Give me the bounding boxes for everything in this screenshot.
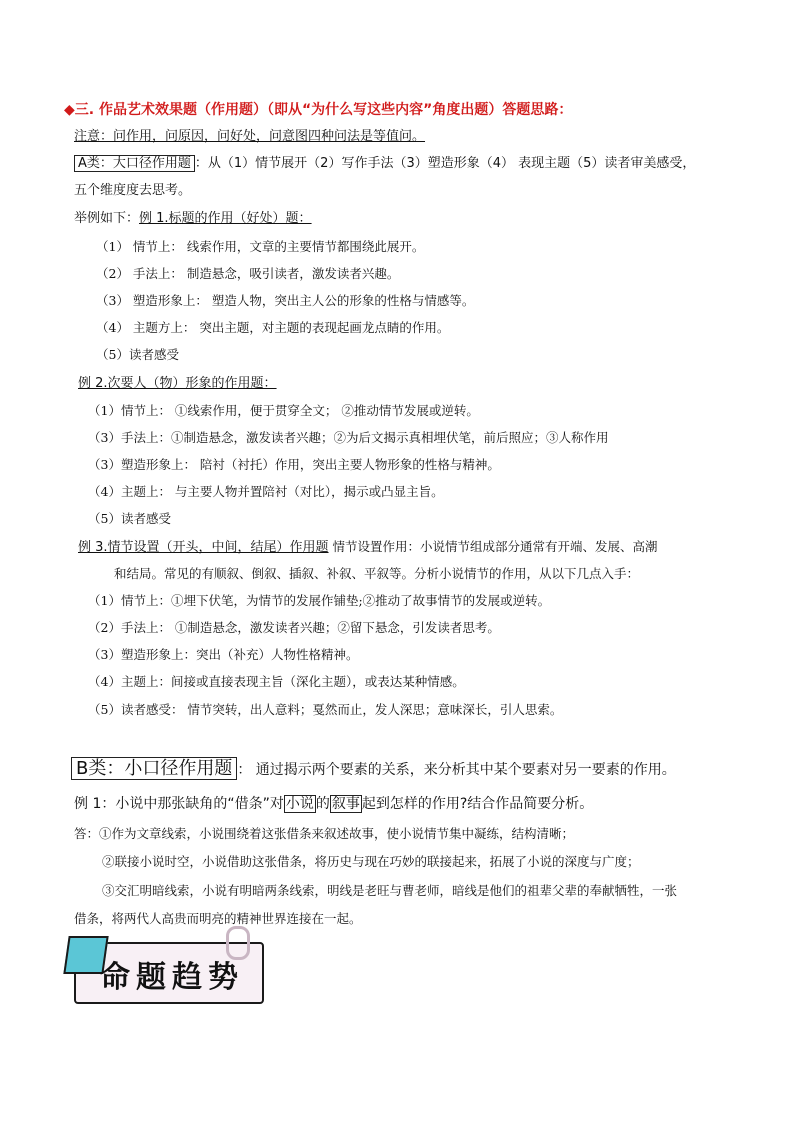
ex3-item: （2）手法上： ①制造悬念，激发读者兴趣；②留下悬念，引发读者思考。	[88, 620, 500, 635]
trend-banner	[74, 942, 264, 1004]
ex1-item: （4） 主题方上： 突出主题，对主题的表现起画龙点睛的作用。	[96, 320, 450, 335]
ex3-item: （5）读者感受： 情节突转，出人意料；戛然而止，发人深思；意味深长，引人思索。	[88, 702, 563, 717]
ex2-item: （3）塑造形象上： 陪衬（衬托）作用，突出主要人物形象的性格与精神。	[88, 457, 500, 472]
b-answer: ②联接小说时空，小说借助这张借条，将历史与现在巧妙的联接起来，拓展了小说的深度与广度；	[102, 854, 640, 869]
a-class-line	[74, 155, 695, 173]
b-question-pre: 例 1：小说中那张缺角的“借条”对	[74, 796, 284, 812]
ex1-item: （5）读者感受	[96, 347, 179, 362]
b-answer: 借条，将两代人高贵而明亮的精神世界连接在一起。	[74, 911, 362, 926]
b-class-line	[71, 757, 676, 782]
a-class-label: A类：大口径作用题	[74, 155, 195, 172]
section-title: ◆三. 作品艺术效果题（作用题）（即从“为什么写这些内容”角度出题）答题思路：	[64, 102, 573, 118]
banner-title: 命题趋势	[100, 960, 244, 995]
ex1-item: （2） 手法上： 制造悬念，吸引读者，激发读者兴趣。	[96, 266, 400, 281]
ex3-title-line	[78, 538, 658, 557]
a-class-text-cont: 五个维度度去思考。	[74, 183, 192, 198]
ex2-item: （3）手法上：①制造悬念，激发读者兴趣；②为后文揭示真相埋伏笔，前后照应；③人称作用	[88, 430, 609, 445]
ex2-title: 例 2.次要人（物）形象的作用题：	[78, 376, 277, 391]
b-question-mid: 的	[315, 796, 330, 812]
ex3-item: （3）塑造形象上：突出（补充）人物性格精神。	[88, 647, 359, 662]
b-class-label: B类：小口径作用题	[71, 757, 237, 780]
ex1-item: （1） 情节上： 线索作用，文章的主要情节都围绕此展开。	[96, 239, 425, 254]
b-question-line	[74, 795, 593, 813]
example-intro: 举例如下：	[74, 211, 140, 226]
ex3-title: 例 3.情节设置（开头，中间，结尾）作用题	[78, 540, 329, 555]
ex3-text-cont: 和结局。常见的有顺叙、倒叙、插叙、补叙、平叙等。分析小说情节的作用，从以下几点入手：	[114, 566, 640, 581]
ex3-item: （1）情节上：①埋下伏笔，为情节的发展作铺垫;②推动了故事情节的发展或逆转。	[88, 593, 551, 608]
example-intro-line	[74, 210, 312, 228]
b-question-box-novel: 小说	[285, 796, 314, 812]
ex1-title: 例 1.标题的作用（好处）题：	[139, 211, 312, 226]
ex1-item: （3） 塑造形象上： 塑造人物，突出主人公的形象的性格与情感等。	[96, 293, 475, 308]
ex3-item: （4）主题上：间接或直接表现主旨（深化主题），或表达某种情感。	[88, 674, 465, 689]
b-question-box-narrative: 叙事	[331, 796, 360, 812]
note-line: 注意：问作用，问原因，问好处，问意图四种问法是等值问。	[74, 129, 426, 144]
a-class-text: ：从（1）情节展开（2）写作手法（3）塑造形象（4） 表现主题（5）读者审美感受，	[194, 156, 696, 171]
b-question-post: 起到怎样的作用?结合作品简要分析。	[361, 796, 594, 812]
b-answer: 答：①作为文章线索，小说围绕着这张借条来叙述故事，使小说情节集中凝练，结构清晰；	[74, 826, 575, 841]
ex2-item: （5）读者感受	[88, 511, 171, 526]
ex2-item: （4）主题上： 与主要人物并置陪衬（对比），揭示或凸显主旨。	[88, 484, 444, 499]
ex2-item: （1）情节上： ①线索作用，便于贯穿全文； ②推动情节发展或逆转。	[88, 403, 479, 418]
b-answer: ③交汇明暗线索，小说有明暗两条线索，明线是老旺与曹老师，暗线是他们的祖辈父辈的奉献牺牲，一张	[102, 883, 678, 898]
b-class-text: ： 通过揭示两个要素的关系，来分析其中某个要素对另一要素的作用。	[237, 762, 676, 778]
ex3-text: 情节设置作用：小说情节组成部分通常有开端、发展、高潮	[328, 539, 658, 554]
